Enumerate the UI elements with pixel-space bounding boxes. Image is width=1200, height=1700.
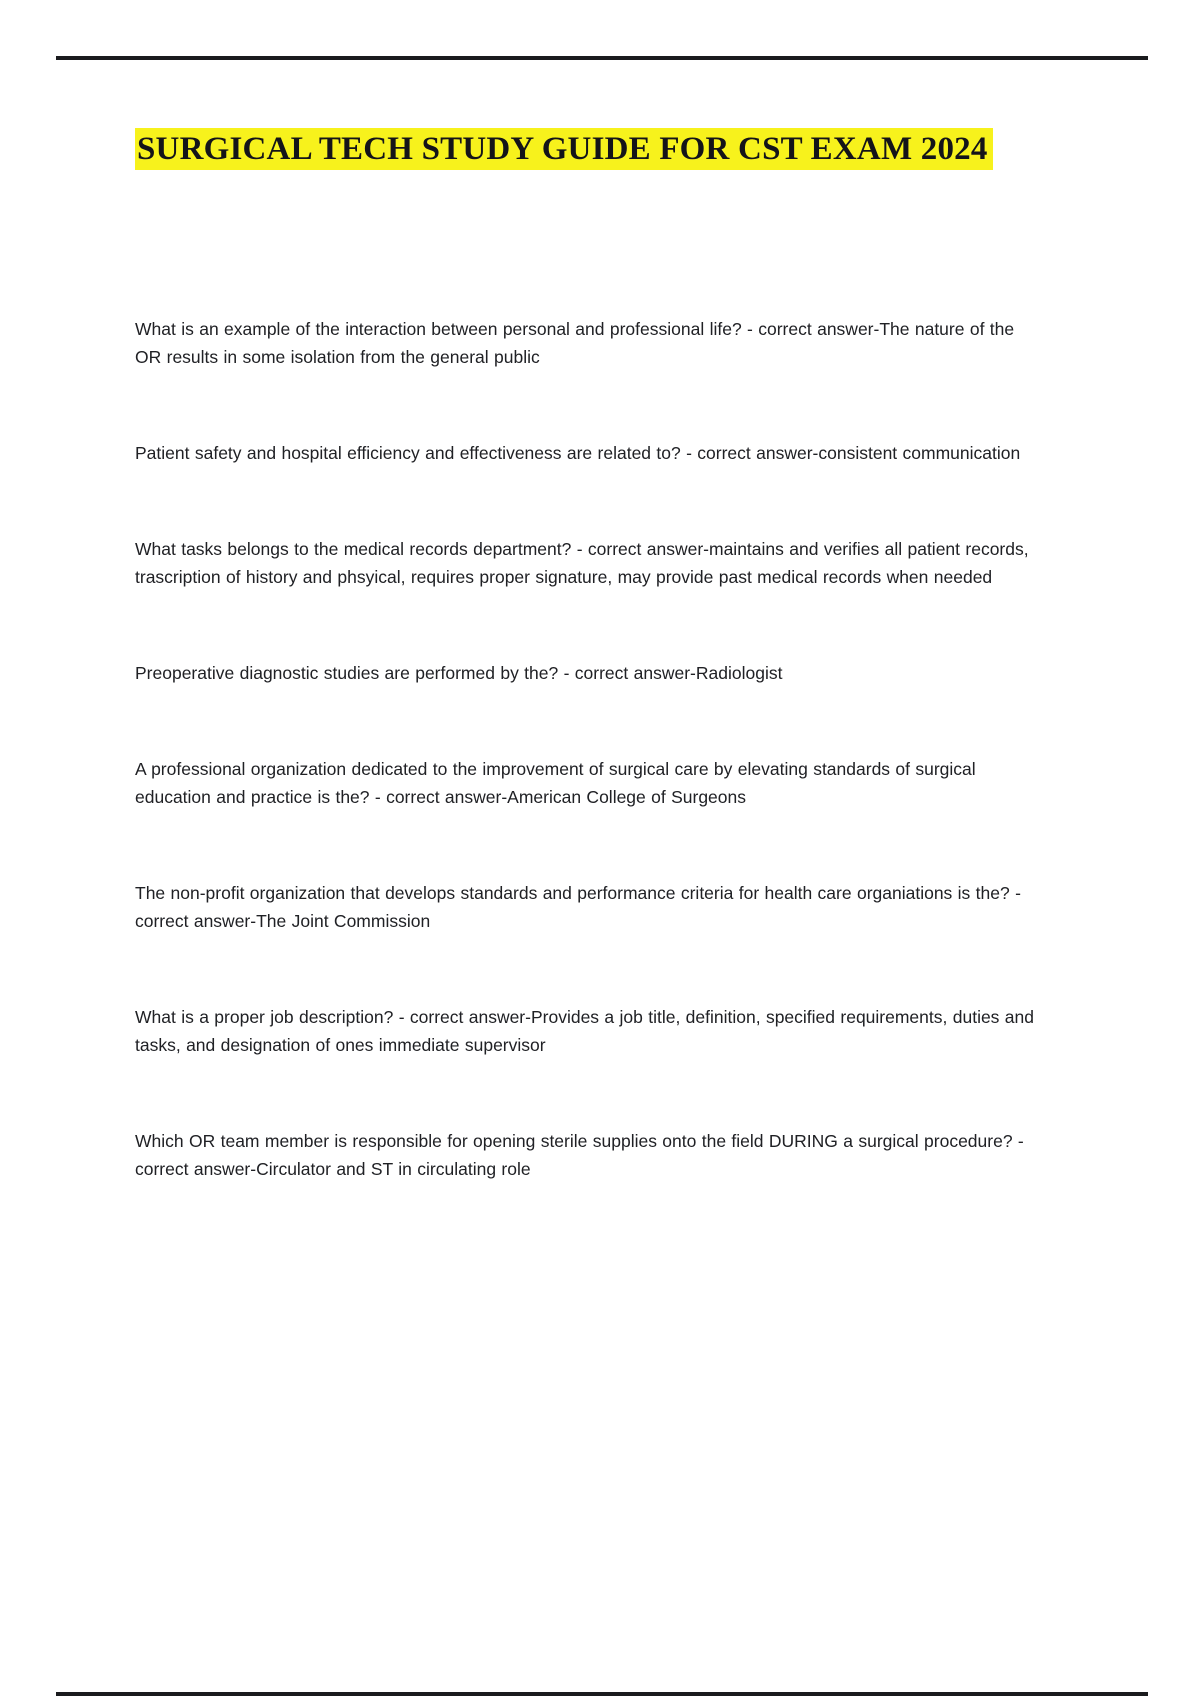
qa-item: A professional organization dedicated to the improvement of surgical care by elevating standards of surgical education and practice is the? - correct answer-American College of Surgeons (135, 758, 976, 807)
qa-item: Patient safety and hospital efficiency and effectiveness are related to? - correct answer-consistent communication (135, 442, 1021, 463)
qa-item: What is an example of the interaction between personal and professional life? - correct answer-The nature of the OR results in some isolation from the general public (135, 318, 1015, 367)
page-title (135, 128, 1007, 172)
qa-item: The non-profit organization that develops standards and performance criteria for health care organiations is the? - correct answer-The Joint Commission (135, 882, 1021, 931)
qa-item: Which OR team member is responsible for opening sterile supplies onto the field DURING a surgical procedure? - correct answer-Circulator and ST in circulating role (135, 1130, 1024, 1179)
bottom-border-line (56, 1692, 1148, 1696)
document-content (135, 128, 1040, 1251)
title-highlight: SURGICAL TECH STUDY GUIDE FOR CST EXAM 2024 (135, 128, 993, 170)
qa-item: Preoperative diagnostic studies are performed by the? - correct answer-Radiologist (135, 662, 783, 683)
qa-item: What is a proper job description? - correct answer-Provides a job title, definition, specified requirements, duties and tasks, and designation of ones immediate supervisor (135, 1006, 1034, 1055)
top-border-line (56, 56, 1148, 60)
qa-item: What tasks belongs to the medical records department? - correct answer-maintains and verifies all patient records, trascription of history and phsyical, requires proper signature, may provide past medical records when needed (135, 538, 1029, 587)
